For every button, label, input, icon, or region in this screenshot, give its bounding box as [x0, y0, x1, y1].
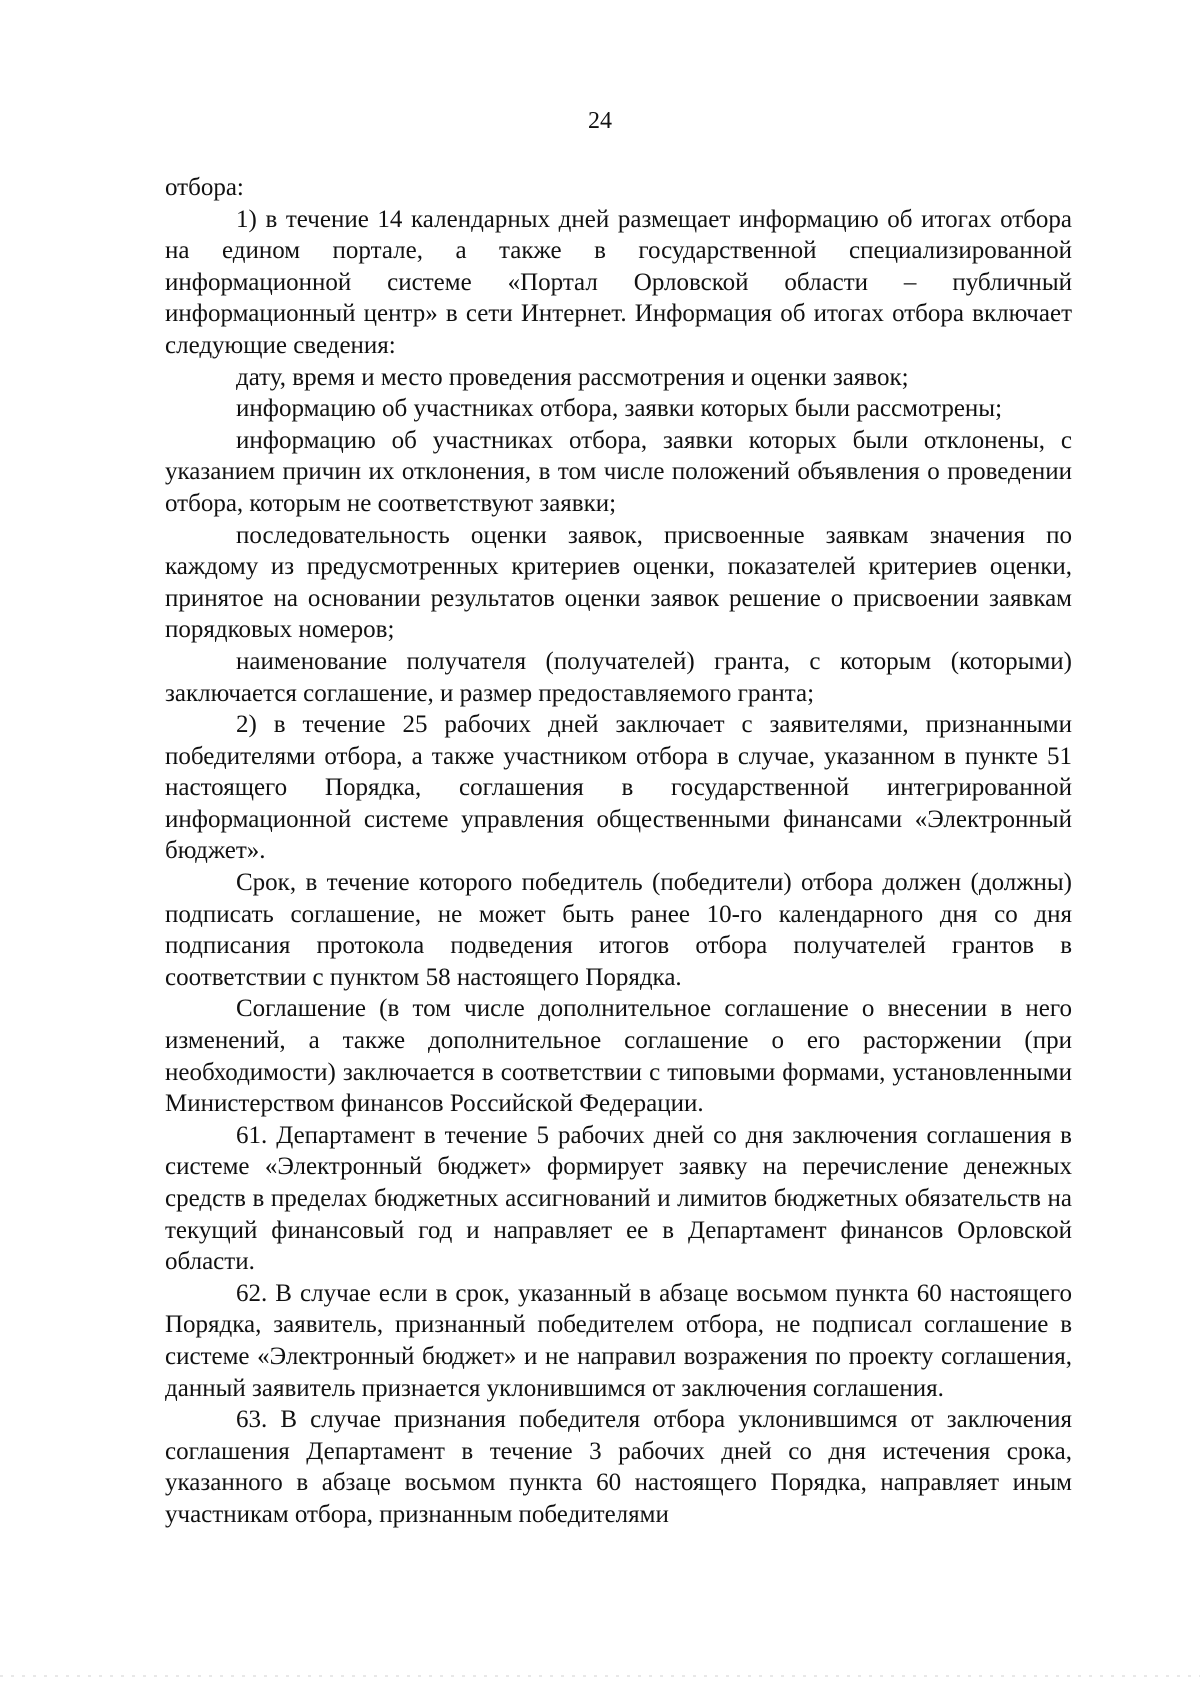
paragraph-agreement-forms: Соглашение (в том числе дополнительное соглашение о внесении в него изменений, а также дополнительное соглашение о его расторжении (при необходимости) заключается в соответствии с типовыми формами, установленными Министерством финансов Российской Федерации. [165, 995, 1072, 1118]
paragraph-63: 63. В случае признания победителя отбора уклонившимся от заключения соглашения Департамент в течение 3 рабочих дней со дня истечения срока, указанного в абзаце восьмом пункта 60 настоящего Порядка, направляет иным участникам отбора, признанным победителями [165, 1406, 1072, 1528]
paragraph-info-rejected: информацию об участниках отбора, заявки которых были отклонены, с указанием причин их отклонения, в том числе положений объявления о проведении отбора, которым не соответствуют заявки; [165, 426, 1072, 517]
document-body [165, 172, 1072, 1531]
paragraph-item-2: 2) в течение 25 рабочих дней заключает с заявителями, признанными победителями отбора, а также участником отбора в случае, указанном в пункте 51 настоящего Порядка, соглашения в государственной интегрированной информационной системе управления общественными финансами «Электронный бюджет». [165, 711, 1072, 865]
paragraph-info-reviewed: информацию об участниках отбора, заявки которых были рассмотрены; [236, 395, 1003, 423]
paragraph-info-evaluation: последовательность оценки заявок, присвоенные заявкам значения по каждому из предусмотренных критериев оценки, показателей критериев оценки, принятое на основании результатов оценки заявок решение о присвоении заявкам порядковых номеров; [165, 521, 1072, 644]
scan-edge-artifact [0, 1675, 1200, 1677]
paragraph-info-recipient: наименование получателя (получателей) гранта, с которым (которыми) заключается соглашение, и размер предоставляемого гранта; [165, 647, 1072, 707]
page-number: 24 [588, 108, 612, 134]
paragraph-61: 61. Департамент в течение 5 рабочих дней со дня заключения соглашения в системе «Электронный бюджет» формирует заявку на перечисление денежных средств в пределах бюджетных ассигнований и лимитов бюджетных обязательств на текущий финансовый год и направляет ее в Департамент финансов Орловской области. [165, 1121, 1072, 1276]
paragraph-62: 62. В случае если в срок, указанный в абзаце восьмом пункта 60 настоящего Порядка, заявитель, признанный победителем отбора, не подписал соглашение в системе «Электронный бюджет» и не направил возражения по проекту соглашения, данный заявитель признается уклонившимся от заключения соглашения. [165, 1279, 1072, 1402]
paragraph-item-1: 1) в течение 14 календарных дней размещает информацию об итогах отбора на едином портале, а также в государственной специализированной информационной системе «Портал Орловской области – публичный информационный центр» в сети Интернет. Информация об итогах отбора включает следующие сведения: [165, 205, 1072, 359]
paragraph-signing-deadline: Срок, в течение которого победитель (победители) отбора должен (должны) подписать соглашение, не может быть ранее 10-го календарного дня со дня подписания протокола подведения итогов отбора получателей грантов в соответствии с пунктом 58 настоящего Порядка. [165, 869, 1072, 991]
paragraph-continuation: отбора: [165, 174, 244, 201]
paragraph-info-date: дату, время и место проведения рассмотрения и оценки заявок; [236, 363, 909, 391]
